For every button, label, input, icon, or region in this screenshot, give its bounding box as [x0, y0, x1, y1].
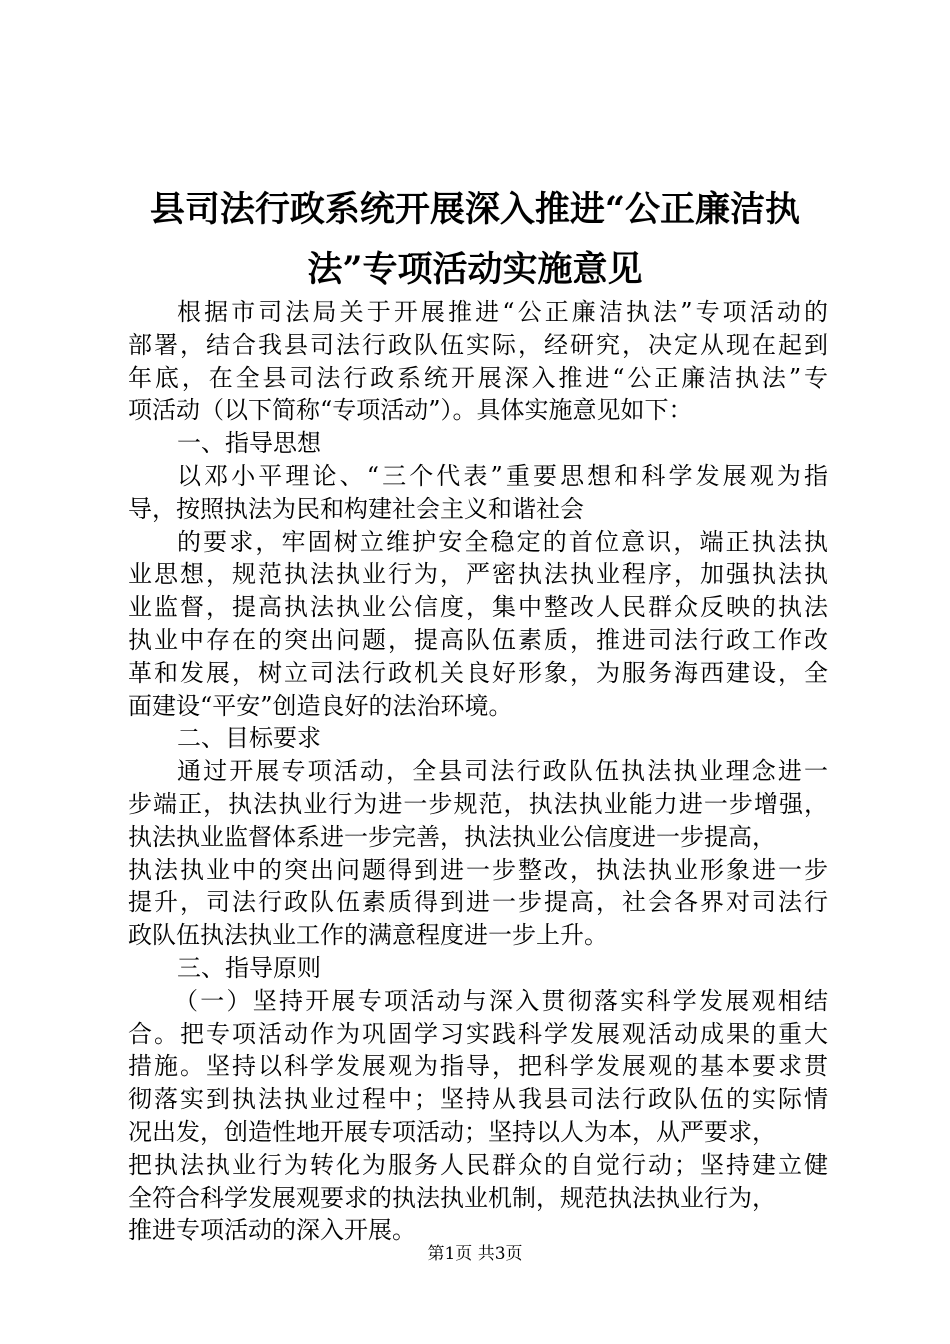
document-title-line-1: 县司法行政系统开展深入推进“公正廉洁执 — [149, 189, 801, 230]
body-line: 导，按照执法为民和构建社会主义和谐社会 — [128, 494, 584, 523]
body-line: 根据市司法局关于开展推进“公正廉洁执法”专项活动的 — [177, 298, 828, 326]
body-line: 把执法执业行为转化为服务人民群众的自觉行动；坚持建立健 — [128, 1150, 828, 1179]
body-line: 全符合科学发展观要求的执法执业机制，规范执法执业行为， — [128, 1183, 776, 1212]
page-footer: 第1页 共3页 — [427, 1244, 523, 1264]
body-line: 以邓小平理论、“三个代表”重要思想和科学发展观为指 — [177, 461, 828, 490]
body-line: 措施。坚持以科学发展观为指导，把科学发展观的基本要求贯 — [128, 1052, 828, 1081]
body-line: 年底，在全县司法行政系统开展深入推进“公正廉洁执法”专 — [128, 363, 828, 392]
document-body — [128, 296, 828, 1247]
body-line: 提升，司法行政队伍素质得到进一步提高，社会各界对司法行 — [128, 888, 828, 917]
body-line: 革和发展，树立司法行政机关良好形象，为服务海西建设，全 — [128, 658, 828, 687]
body-line: 业监督，提高执法执业公信度，集中整改人民群众反映的执法 — [128, 593, 828, 622]
body-line: 合。把专项活动作为巩固学习实践科学发展观活动成果的重大 — [128, 1019, 828, 1048]
body-line: 项活动（以下简称“专项活动”）。具体实施意见如下： — [128, 396, 693, 425]
body-line: 政队伍执法执业工作的满意程度进一步上升。 — [128, 921, 608, 950]
body-line: 况出发，创造性地开展专项活动；坚持以人为本，从严要求， — [128, 1117, 776, 1146]
body-line: 通过开展专项活动，全县司法行政队伍执法执业理念进一 — [177, 757, 828, 786]
section-heading-guiding-ideology: 一、指导思想 — [177, 429, 321, 458]
body-line: 执法执业监督体系进一步完善，执法执业公信度进一步提高， — [128, 822, 776, 851]
body-line: 业思想，规范执法执业行为，严密执法执业程序，加强执法执 — [128, 560, 828, 589]
body-line: 执业中存在的突出问题，提高队伍素质，推进司法行政工作改 — [128, 625, 828, 654]
body-line: 的要求，牢固树立维护安全稳定的首位意识，端正执法执 — [177, 527, 828, 556]
section-heading-principles: 三、指导原则 — [177, 953, 321, 982]
document-title-line-2: 法”专项活动实施意见 — [307, 249, 643, 290]
body-line: 步端正，执法执业行为进一步规范，执法执业能力进一步增强， — [128, 789, 828, 818]
body-line: 彻落实到执法执业过程中；坚持从我县司法行政队伍的实际情 — [128, 1085, 828, 1114]
section-heading-goals: 二、目标要求 — [177, 724, 321, 753]
body-line: （一）坚持开展专项活动与深入贯彻落实科学发展观相结 — [174, 986, 828, 1015]
body-line: 执法执业中的突出问题得到进一步整改，执法执业形象进一步 — [128, 855, 828, 884]
body-line: 面建设“平安”创造良好的法治环境。 — [128, 691, 513, 720]
body-line: 推进专项活动的深入开展。 — [128, 1216, 416, 1245]
body-line: 部署，结合我县司法行政队伍实际，经研究，决定从现在起到 — [128, 330, 828, 359]
